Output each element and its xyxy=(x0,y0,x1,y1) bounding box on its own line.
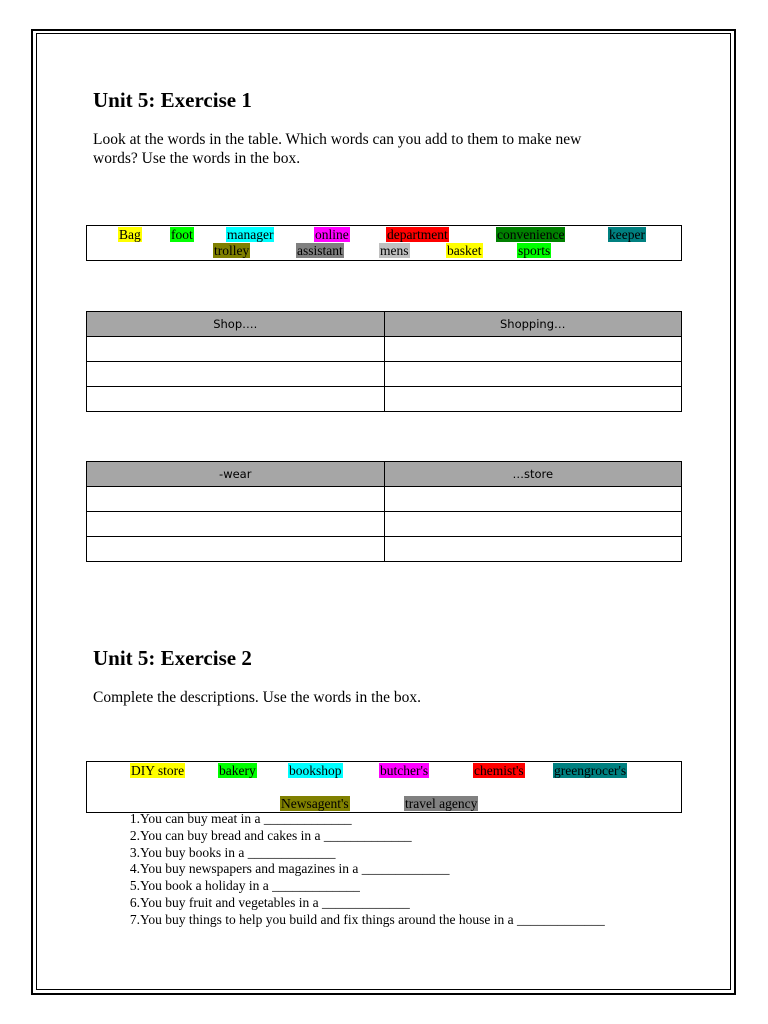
exercise1-instructions-line1: Look at the words in the table. Which words can you add to them to make new xyxy=(93,131,582,148)
list-item xyxy=(111,828,605,845)
item-text: You can buy bread and cakes in a _____________ xyxy=(140,827,412,843)
word-chip: basket xyxy=(447,243,482,258)
list-item xyxy=(111,895,605,912)
item-number: 4. xyxy=(129,861,140,877)
word-chip: butcher's xyxy=(380,763,429,778)
item-text: You buy newspapers and magazines in a _____________ xyxy=(140,861,450,877)
word-chip: Bag xyxy=(119,227,141,242)
exercise1-instructions xyxy=(93,130,693,168)
list-item xyxy=(111,878,605,895)
word-chip: keeper xyxy=(609,227,645,242)
blank-cell[interactable] xyxy=(87,512,385,537)
table-header: …store xyxy=(384,462,682,487)
blank-cell[interactable] xyxy=(384,337,682,362)
blank-cell[interactable] xyxy=(87,337,385,362)
word-chip: travel agency xyxy=(405,796,478,811)
blank-cell[interactable] xyxy=(87,362,385,387)
blank-cell[interactable] xyxy=(384,512,682,537)
exercise2-instructions: Complete the descriptions. Use the words in the box. xyxy=(93,689,422,706)
blank-cell[interactable] xyxy=(384,537,682,562)
blank-cell[interactable] xyxy=(384,362,682,387)
exercise2-title: Unit 5: Exercise 2 xyxy=(93,646,252,670)
exercise1-word-box xyxy=(86,225,682,261)
wear-store-table xyxy=(86,461,682,562)
exercise1-instructions-line2: words? Use the words in the box. xyxy=(93,150,301,167)
item-number: 3. xyxy=(129,844,140,860)
item-text: You buy books in a _____________ xyxy=(140,844,336,860)
table-header: Shopping… xyxy=(384,312,682,337)
word-chip: Newsagent's xyxy=(281,796,349,811)
list-item xyxy=(111,861,605,878)
item-number: 5. xyxy=(129,878,140,894)
word-chip: chemist's xyxy=(474,763,524,778)
list-item xyxy=(111,811,605,828)
word-chip: convenience xyxy=(497,227,565,242)
word-chip: trolley xyxy=(214,243,250,258)
table-row xyxy=(87,487,682,512)
word-chip: sports xyxy=(518,243,551,258)
item-number: 1. xyxy=(129,811,140,826)
item-text: You can buy meat in a _____________ xyxy=(140,811,352,826)
exercise1-title: Unit 5: Exercise 1 xyxy=(93,88,252,112)
table-row xyxy=(87,537,682,562)
item-text: You buy things to help you build and fix things around the house in a _____________ xyxy=(140,911,605,927)
blank-cell[interactable] xyxy=(87,487,385,512)
table-row xyxy=(87,337,682,362)
word-chip: department xyxy=(387,227,448,242)
table-row xyxy=(87,387,682,412)
blank-cell[interactable] xyxy=(87,387,385,412)
table-row xyxy=(87,512,682,537)
word-chip: greengrocer's xyxy=(554,763,627,778)
word-chip: assistant xyxy=(297,243,343,258)
table-header: -wear xyxy=(87,462,385,487)
descriptions-list xyxy=(111,811,605,929)
list-item xyxy=(111,845,605,862)
exercise2-word-box xyxy=(86,761,682,813)
word-chip: manager xyxy=(227,227,274,242)
item-number: 7. xyxy=(129,911,140,927)
table-row xyxy=(87,362,682,387)
blank-cell[interactable] xyxy=(384,387,682,412)
item-number: 2. xyxy=(129,827,140,843)
item-text: You buy fruit and vegetables in a _____________ xyxy=(140,894,410,910)
item-text: You book a holiday in a _____________ xyxy=(140,878,360,894)
word-chip: bakery xyxy=(219,763,256,778)
shop-shopping-table xyxy=(86,311,682,412)
word-chip: bookshop xyxy=(289,763,342,778)
blank-cell[interactable] xyxy=(384,487,682,512)
item-number: 6. xyxy=(129,894,140,910)
table-header: Shop…. xyxy=(87,312,385,337)
word-chip: DIY store xyxy=(131,763,185,778)
word-chip: online xyxy=(315,227,349,242)
blank-cell[interactable] xyxy=(87,537,385,562)
word-chip: mens xyxy=(380,243,409,258)
word-chip: foot xyxy=(171,227,193,242)
list-item xyxy=(111,912,605,929)
